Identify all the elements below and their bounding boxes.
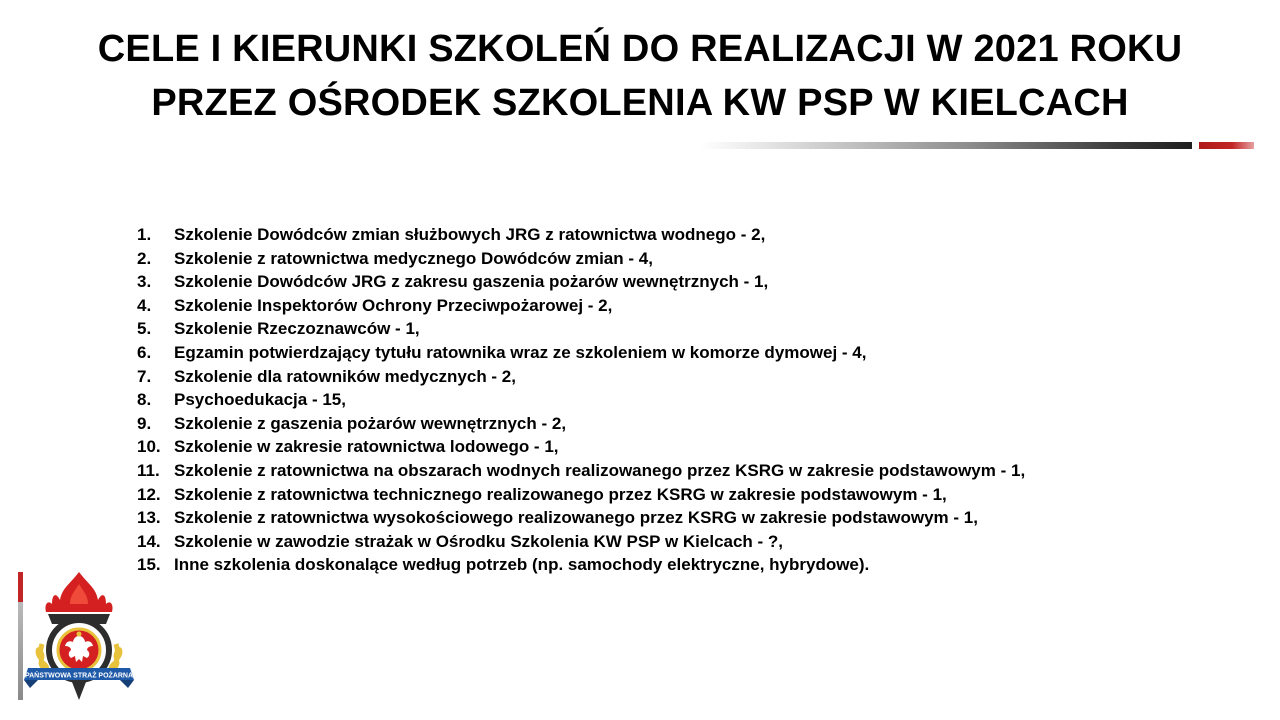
list-item-number: 11. bbox=[137, 460, 160, 480]
list-item bbox=[137, 317, 1025, 341]
list-item-number: 6. bbox=[137, 342, 152, 362]
list-item-text: Szkolenie z ratownictwa technicznego realizowanego przez KSRG w zakresie podstawowym - 1, bbox=[174, 484, 947, 504]
training-list bbox=[137, 223, 1025, 577]
list-item bbox=[137, 247, 1025, 271]
slide-title-line-2: PRZEZ OŚRODEK SZKOLENIA KW PSP W KIELCACH bbox=[151, 82, 1129, 124]
list-item-number: 7. bbox=[137, 366, 152, 386]
psp-emblem-icon bbox=[18, 570, 140, 702]
list-item-number: 1. bbox=[137, 225, 152, 244]
list-item bbox=[137, 341, 1025, 365]
logo-ribbon-text: PAŃSTWOWA STRAŻ POŻARNA bbox=[24, 672, 134, 680]
list-item bbox=[137, 530, 1025, 554]
list-item-number: 2. bbox=[137, 248, 152, 268]
list-item bbox=[137, 435, 1025, 459]
list-item-number: 10. bbox=[137, 437, 161, 457]
list-item-text: Szkolenie Inspektorów Ochrony Przeciwpożarowej - 2, bbox=[174, 295, 613, 315]
list-item-number: 3. bbox=[137, 272, 152, 292]
list-item-number: 14. bbox=[137, 531, 161, 551]
list-item bbox=[137, 223, 1025, 247]
list-item-text: Inne szkolenia doskonalące według potrzeb (np. samochody elektryczne, hybrydowe). bbox=[174, 555, 870, 575]
list-item-text: Szkolenie z ratownictwa na obszarach wodnych realizowanego przez KSRG w zakresie podstawowym - 1, bbox=[174, 460, 1026, 480]
title-underline-gradient bbox=[700, 142, 1192, 149]
list-item-number: 5. bbox=[137, 319, 152, 339]
list-item bbox=[137, 506, 1025, 530]
list-item bbox=[137, 553, 1025, 577]
list-item-text: Szkolenie Dowódców JRG z zakresu gaszenia pożarów wewnętrznych - 1, bbox=[174, 272, 769, 292]
list-item bbox=[137, 388, 1025, 412]
list-item-number: 8. bbox=[137, 390, 152, 410]
list-item-number: 4. bbox=[137, 295, 152, 315]
list-item bbox=[137, 294, 1025, 318]
list-item bbox=[137, 412, 1025, 436]
list-item-number: 13. bbox=[137, 508, 161, 528]
slide-title bbox=[0, 22, 1280, 130]
list-item bbox=[137, 270, 1025, 294]
list-item-text: Psychoedukacja - 15, bbox=[174, 390, 346, 410]
list-item bbox=[137, 365, 1025, 389]
list-item-text: Szkolenie w zakresie ratownictwa lodowego - 1, bbox=[174, 437, 559, 457]
list-item-text: Szkolenie Dowódców zmian służbowych JRG z ratownictwa wodnego - 2, bbox=[174, 225, 766, 244]
list-item-text: Szkolenie z ratownictwa wysokościowego realizowanego przez KSRG w zakresie podstawowym - 1, bbox=[174, 508, 978, 528]
list-item-text: Szkolenie Rzeczoznawców - 1, bbox=[174, 319, 420, 339]
slide-title-line-1: CELE I KIERUNKI SZKOLEŃ DO REALIZACJI W 2021 ROKU bbox=[97, 28, 1183, 70]
list-item-text: Egzamin potwierdzający tytułu ratownika wraz ze szkoleniem w komorze dymowej - 4, bbox=[174, 342, 867, 362]
list-item-text: Szkolenie w zawodzie strażak w Ośrodku Szkolenia KW PSP w Kielcach - ?, bbox=[174, 531, 784, 551]
list-item-text: Szkolenie z ratownictwa medycznego Dowódców zmian - 4, bbox=[174, 248, 653, 268]
list-item-number: 12. bbox=[137, 484, 161, 504]
list-item-number: 15. bbox=[137, 555, 161, 575]
list-item bbox=[137, 483, 1025, 507]
title-underline-accent bbox=[1199, 142, 1254, 149]
list-item bbox=[137, 459, 1025, 483]
list-item-text: Szkolenie dla ratowników medycznych - 2, bbox=[174, 366, 516, 386]
list-item-text: Szkolenie z gaszenia pożarów wewnętrznych - 2, bbox=[174, 413, 567, 433]
list-item-number: 9. bbox=[137, 413, 152, 433]
